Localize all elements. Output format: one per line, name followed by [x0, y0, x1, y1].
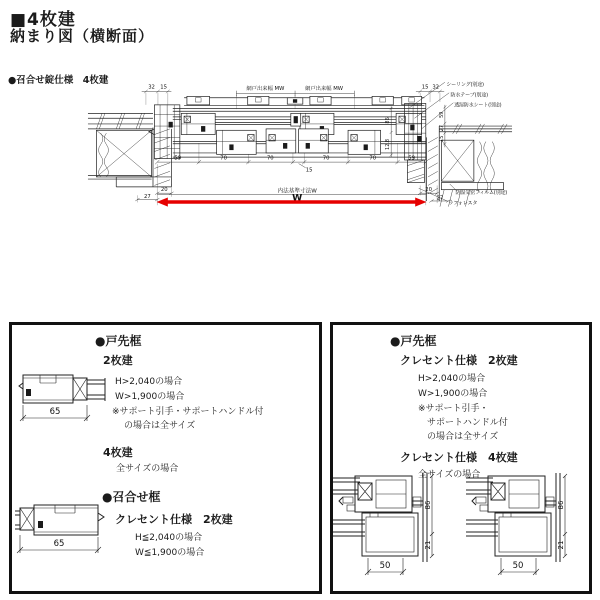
dim-70-4: 70	[369, 155, 377, 162]
section-title-tosaki: ●戸先框	[95, 334, 142, 348]
top-dims	[142, 85, 444, 94]
sub-crescent-2mai: クレセント仕様 2枚建	[400, 354, 518, 367]
dim-gap-15: 15	[305, 167, 313, 174]
cond-line: H>2,040の場合	[115, 377, 183, 387]
cond-line: サポートハンドル付	[427, 418, 508, 428]
dim-21: 21	[424, 540, 432, 550]
left-wall-section	[88, 113, 171, 187]
dim-v-59: 59	[438, 111, 445, 118]
panel-tosaki-crescent	[330, 322, 592, 594]
width-symbol: W	[292, 192, 303, 204]
dim-right-27: 27	[436, 195, 444, 202]
left-panel-profile-drawings	[12, 325, 319, 591]
width-reference	[157, 186, 427, 206]
dim-left-20: 20	[160, 187, 168, 194]
meeting-profile-drawing	[15, 505, 104, 553]
dim-86: 86	[424, 500, 432, 510]
cond-line: W>1,900の場合	[115, 392, 185, 402]
cond-line: ※サポート引手・サポートハンドル付	[112, 407, 264, 417]
cond-line: H≦2,040の場合	[135, 533, 203, 543]
dim-59-right: 59	[408, 155, 416, 162]
dim-59-left: 59	[174, 155, 182, 162]
sub-crescent-2mai: クレセント仕様 2枚建	[115, 513, 233, 526]
cond-line: H>2,040の場合	[418, 374, 486, 384]
dim-top-left-32: 32	[148, 84, 155, 91]
cond-line: 全サイズの場合	[116, 464, 179, 474]
cond-line: の場合は全サイズ	[124, 421, 196, 431]
dim-70-3: 70	[322, 155, 330, 162]
dim-v-15: 15	[438, 135, 445, 142]
bottom-dims	[155, 155, 428, 173]
dim-top-right-15: 15	[421, 84, 429, 91]
screen-width-dim-1: 網戸出来幅 MW	[246, 86, 285, 93]
callout-waterproof-tape: 防水テープ(別途)	[450, 92, 488, 99]
callout-vapor-film: 防湿気密フィルム(別途)	[455, 189, 508, 196]
dim-50: 50	[379, 561, 391, 571]
section-title-tosaki-crescent: ●戸先框	[390, 334, 437, 348]
inner-width-label: 内法基準寸法W	[277, 188, 317, 195]
right-panel-profile-drawings	[333, 325, 589, 591]
dim-left-27: 27	[143, 194, 151, 201]
page-subtitle: 納まり図（横断面）	[10, 27, 155, 45]
sub-crescent-4mai: クレセント仕様 4枚建	[400, 451, 518, 464]
callout-sealing: シーリング(別途)	[446, 81, 484, 88]
panel-tosaki-frame	[9, 322, 322, 594]
dim-top-right-32: 32	[432, 84, 440, 91]
main-cross-section-drawing	[0, 78, 600, 266]
dim-right-20: 20	[425, 187, 433, 194]
sub-2mai: 2枚建	[103, 354, 133, 367]
dim-top-left-15: 15	[160, 84, 167, 91]
dim-70-1: 70	[220, 155, 228, 162]
center-vertical-dims	[385, 106, 393, 157]
cond-line: 全サイズの場合	[418, 470, 481, 480]
callout-breathable-sheet: 透湿防水シート(別途)	[454, 102, 502, 109]
dim-v-86: 86	[385, 117, 392, 124]
crescent-profile-drawing-copy	[466, 473, 567, 575]
cond-line: W≦1,900の場合	[135, 548, 205, 558]
dim-v-12-8: 12.8	[385, 138, 392, 150]
callout-product-name: ラフォレスタ	[448, 200, 478, 207]
dim-65-meeting: 65	[53, 539, 65, 549]
cond-line: の場合は全サイズ	[427, 432, 499, 442]
screen-door-band	[184, 96, 424, 105]
screen-width-dims	[236, 84, 354, 96]
cond-line: ※サポート引手・	[418, 404, 489, 414]
dim-70-2: 70	[266, 155, 274, 162]
screen-width-dim-2: 網戸出来幅 MW	[305, 86, 344, 93]
cond-line: W>1,900の場合	[418, 389, 488, 399]
page-title: ■4枚建	[10, 10, 76, 30]
sub-4mai: 4枚建	[103, 446, 133, 459]
tosaki-profile-drawing	[19, 375, 105, 421]
crescent-profile-drawing	[333, 473, 434, 575]
spec-label: ●召合せ錠仕様 4枚建	[8, 75, 109, 86]
dim-65-tosaki: 65	[49, 407, 61, 417]
section-title-meeting: ●召合せ框	[102, 490, 161, 504]
dim-v-27: 27	[438, 125, 445, 132]
